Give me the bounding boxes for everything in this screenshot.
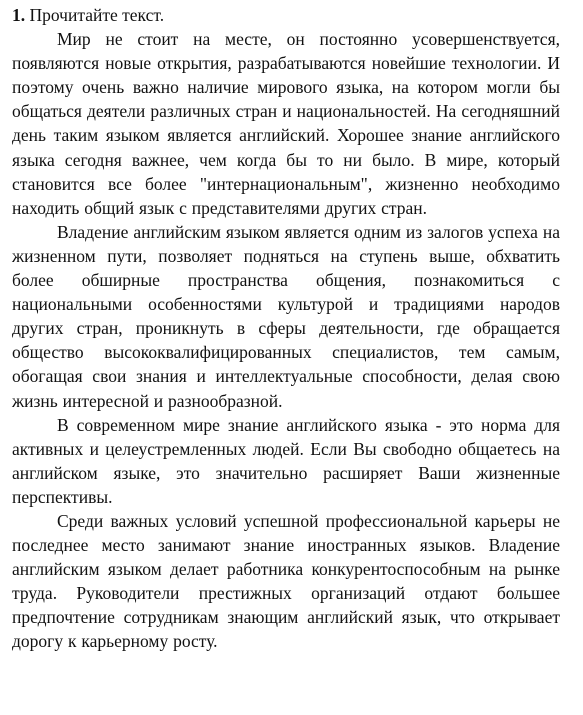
- task-instruction: Прочитайте текст.: [29, 5, 165, 25]
- paragraph-1: Мир не стоит на месте, он постоянно усовершенствуется, появляются новые открытия, разрабатываются новейшие технологии. И поэтому очень важно наличие мирового языка, на котором могли бы общаться деятели различных стран и национальностей. На сегодняшний день таким языком является английский. Хорошее знание английского языка сегодня важнее, чем когда бы то ни было. В мире, который становится все более "интернациональным", жизненно необходимо находить общий язык с представителями других стран.: [12, 29, 560, 218]
- paragraph-4: Среди важных условий успешной профессиональной карьеры не последнее место занимают знание иностранных языков. Владение английским языком делает работника конкурентоспособным на рынке труда. Руководители престижных организаций отдают большее предпочтение сотрудникам знающим английский язык, что открывает дорогу к карьерному росту.: [12, 510, 560, 652]
- paragraph-3: В современном мире знание английского языка - это норма для активных и целеустремленных людей. Если Вы свободно общаетесь на английском языке, это значительно расширяет Ваши жизненные перспективы.: [12, 414, 560, 507]
- document-page: [12, 3, 560, 654]
- task-header: [12, 3, 560, 27]
- task-number: 1.: [12, 5, 26, 25]
- paragraph-2: Владение английским языком является одним из залогов успеха на жизненном пути, позволяет подняться на ступень выше, обхватить более обширные пространства общения, познакомиться с национальными особенностями культурой и традициями народов других стран, проникнуть в сферы деятельности, где обращается общество высококвалифицированных специалистов, тем самым, обогащая свои знания и интеллектуальные способности, делая свою жизнь интересной и разнообразной.: [12, 221, 560, 411]
